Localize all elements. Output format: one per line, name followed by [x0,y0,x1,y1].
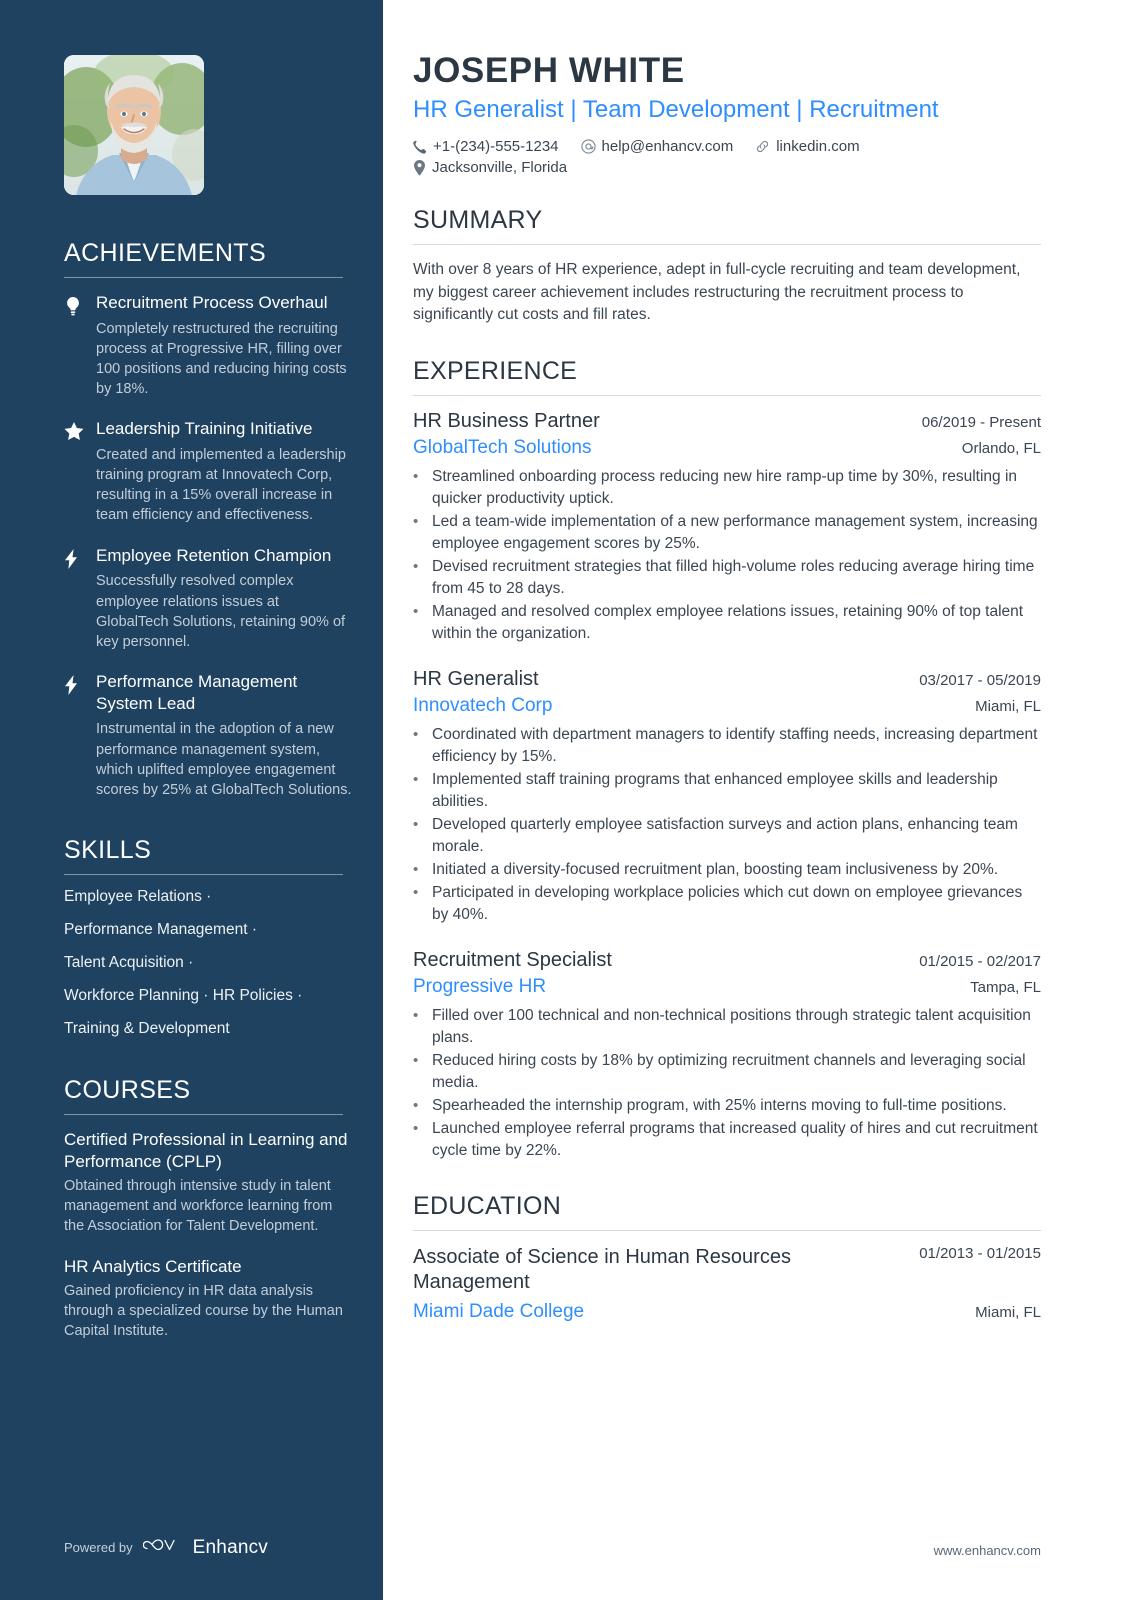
bullet-marker: • [413,602,419,620]
education-school[interactable]: Miami Dade College [413,1300,585,1322]
headline-part: Team Development [582,95,790,123]
bullet-text: Implemented staff training programs that enhanced employee skills and leadership abilities. [432,770,998,810]
achievement-title: Recruitment Process Overhaul [96,293,328,312]
bullet-item [413,1118,1041,1162]
summary-heading: SUMMARY [413,206,543,235]
achievement-description: Successfully resolved complex employee relations issues at GlobalTech Solutions, retaining 90% of key personnel. [96,573,346,650]
main-column [383,0,1131,1600]
contact-info [413,138,1041,176]
bullet-text: Reduced hiring costs by 18% by optimizing recruitment channels and leveraging social media. [432,1051,1026,1091]
bullet-item [413,466,1041,510]
job-bullets [413,1005,1041,1162]
experience-section [413,357,1041,1162]
achievement-item [64,671,355,800]
bullet-item [413,724,1041,768]
bullet-item [413,769,1041,813]
education-entry [413,1245,1041,1323]
achievement-item [64,418,355,525]
enhancv-logo-icon [143,1535,183,1560]
achievement-title: Employee Retention Champion [96,545,332,565]
bullet-text: Participated in developing workplace policies which cut down on employee grievances by 40%. [432,883,1023,923]
achievement-title: Leadership Training Initiative [96,419,313,439]
headline-separator: | [570,95,577,123]
enhancv-brand-name: Enhancv [192,1536,268,1558]
contact-email[interactable] [581,138,734,155]
education-heading: EDUCATION [413,1191,562,1220]
education-location: Miami, FL [975,1303,1041,1321]
bullet-item [413,1005,1041,1049]
bullet-marker: • [413,1051,419,1069]
contact-link[interactable] [755,138,859,155]
course-title: Certified Professional in Learning and Performance (CPLP) [64,1129,348,1171]
job-location: Orlando, FL [961,439,1041,457]
summary-divider [413,244,1041,245]
bullet-text: Led a team-wide implementation of a new performance management system, increasing employee engagement scores by 25%. [432,512,1038,552]
education-date: 01/2013 - 01/2015 [919,1244,1041,1262]
profile-photo-image [64,55,204,195]
headline-part: HR Generalist [413,95,564,123]
contact-location-text: Jacksonville, Florida [432,159,568,177]
skills-divider [64,874,343,875]
experience-entry [413,668,1041,926]
bullet-text: Initiated a diversity-focused recruitment plan, boosting team inclusiveness by 20%. [432,860,999,878]
achievements-heading: ACHIEVEMENTS [64,239,267,267]
course-title: HR Analytics Certificate [64,1256,242,1276]
bullet-marker: • [413,883,419,901]
bullet-item [413,511,1041,555]
bullet-item [413,882,1041,926]
course-description: Obtained through intensive study in talent management and workforce learning from the Association for Talent Development. [64,1177,333,1234]
job-bullets [413,466,1041,645]
skill-line: Employee Relations · [64,888,212,905]
skill-line: Training & Development [64,1019,230,1037]
bullet-marker: • [413,512,419,530]
powered-by-footer [64,1535,268,1560]
skill-line: Performance Management · [64,920,257,938]
job-date: 06/2019 - Present [921,413,1041,431]
contact-link-text: linkedin.com [776,138,860,156]
bullet-item [413,1050,1041,1094]
achievement-description: Created and implemented a leadership training program at Innovatech Corp, resulting in a 15% overall increase in team efficiency and effectiveness. [96,447,346,524]
bullet-marker: • [413,467,419,485]
skill-line: Talent Acquisition · [64,953,194,971]
job-bullets [413,724,1041,926]
candidate-headline [413,96,1041,125]
bullet-text: Developed quarterly employee satisfaction surveys and action plans, enhancing team morale. [432,815,1018,855]
bullet-text: Streamlined onboarding process reducing new hire ramp-up time by 30%, resulting in quicker productivity uptick. [432,467,1018,507]
job-location: Tampa, FL [970,978,1041,996]
contact-email-text: help@enhancv.com [601,138,734,156]
bullet-text: Launched employee referral programs that increased quality of hires and cut recruitment cycle time by 22%. [432,1119,1038,1159]
skill-line: Workforce Planning · HR Policies · [64,986,303,1004]
profile-photo [64,55,204,195]
contact-location [413,159,567,176]
bullet-item [413,859,1041,881]
contact-phone-text: +1-(234)-555-1234 [433,138,559,156]
achievements-divider [64,277,343,278]
experience-entry [413,410,1041,645]
bullet-marker: • [413,1006,419,1024]
experience-entry [413,949,1041,1162]
bullet-text: Devised recruitment strategies that filled high-volume roles reducing average hiring time from 45 to 28 days. [432,557,1035,597]
experience-heading: EXPERIENCE [413,356,578,385]
skills-list [64,887,355,1040]
summary-text: With over 8 years of HR experience, adept in full-cycle recruiting and team development, my biggest career achievement includes restructuring the recruitment process to significantly cut costs and fill rates. [413,261,1021,324]
bullet-marker: • [413,1096,419,1114]
bullet-marker: • [413,1119,419,1137]
job-location: Miami, FL [975,697,1041,715]
bullet-item [413,601,1041,645]
achievement-title: Performance Management System Lead [96,671,298,713]
skills-heading: SKILLS [64,836,152,864]
experience-divider [413,395,1041,396]
skills-section [64,836,355,1040]
education-section [413,1192,1041,1323]
email-icon [581,139,596,154]
job-title: HR Generalist [413,667,539,690]
lightning-bolt-icon [64,671,84,800]
link-icon [755,139,770,154]
headline-part: Recruitment [809,95,939,123]
contact-phone[interactable] [413,138,559,155]
bullet-item [413,556,1041,600]
bullet-marker: • [413,770,419,788]
bullet-text: Managed and resolved complex employee relations issues, retaining 90% of top talent within the organization. [432,602,1024,642]
headline-separator: | [796,95,803,123]
location-pin-icon [413,160,426,176]
education-divider [413,1230,1041,1231]
achievement-item [64,292,355,399]
course-item [64,1256,355,1341]
bullet-item [413,814,1041,858]
job-organization[interactable]: Progressive HR [413,975,547,997]
education-degree: Associate of Science in Human Resources Management [413,1245,791,1293]
contact-row [413,159,1041,176]
courses-section [64,1076,355,1341]
course-item [64,1129,355,1236]
achievement-description: Instrumental in the adoption of a new performance management system, which uplifted employee engagement scores by 25% at GlobalTech Solutions. [96,721,352,798]
bullet-item [413,1095,1041,1117]
job-date: 01/2015 - 02/2017 [919,952,1041,970]
footer-website: www.enhancv.com [933,1543,1041,1558]
lightning-bolt-icon [64,545,84,652]
summary-section [413,206,1041,326]
bullet-marker: • [413,725,419,743]
course-description: Gained proficiency in HR data analysis through a specialized course by the Human Capital Institute. [64,1282,343,1339]
candidate-name: JOSEPH WHITE [413,51,685,90]
achievement-item [64,545,355,652]
job-organization[interactable]: Innovatech Corp [413,694,553,716]
job-title: Recruitment Specialist [413,948,612,971]
achievement-description: Completely restructured the recruiting process at Progressive HR, filling over 100 positions and reducing hiring costs by 18%. [96,320,347,398]
star-icon [64,418,84,525]
bullet-text: Spearheaded the internship program, with 25% interns moving to full-time positions. [432,1096,1007,1114]
achievements-section [64,239,355,800]
job-date: 03/2017 - 05/2019 [919,671,1041,689]
bullet-marker: • [413,815,419,833]
bullet-text: Filled over 100 technical and non-technical positions through strategic talent acquisition plans. [432,1006,1031,1046]
phone-icon [413,140,427,154]
lightbulb-icon [64,292,84,399]
bullet-marker: • [413,860,419,878]
courses-divider [64,1114,343,1115]
job-organization[interactable]: GlobalTech Solutions [413,436,592,458]
bullet-text: Coordinated with department managers to identify staffing needs, increasing department efficiency by 15%. [432,725,1038,765]
bullet-marker: • [413,557,419,575]
contact-row [413,138,1041,155]
sidebar [0,0,383,1600]
powered-by-label: Powered by [64,1540,133,1555]
courses-heading: COURSES [64,1075,191,1104]
job-title: HR Business Partner [413,409,600,432]
